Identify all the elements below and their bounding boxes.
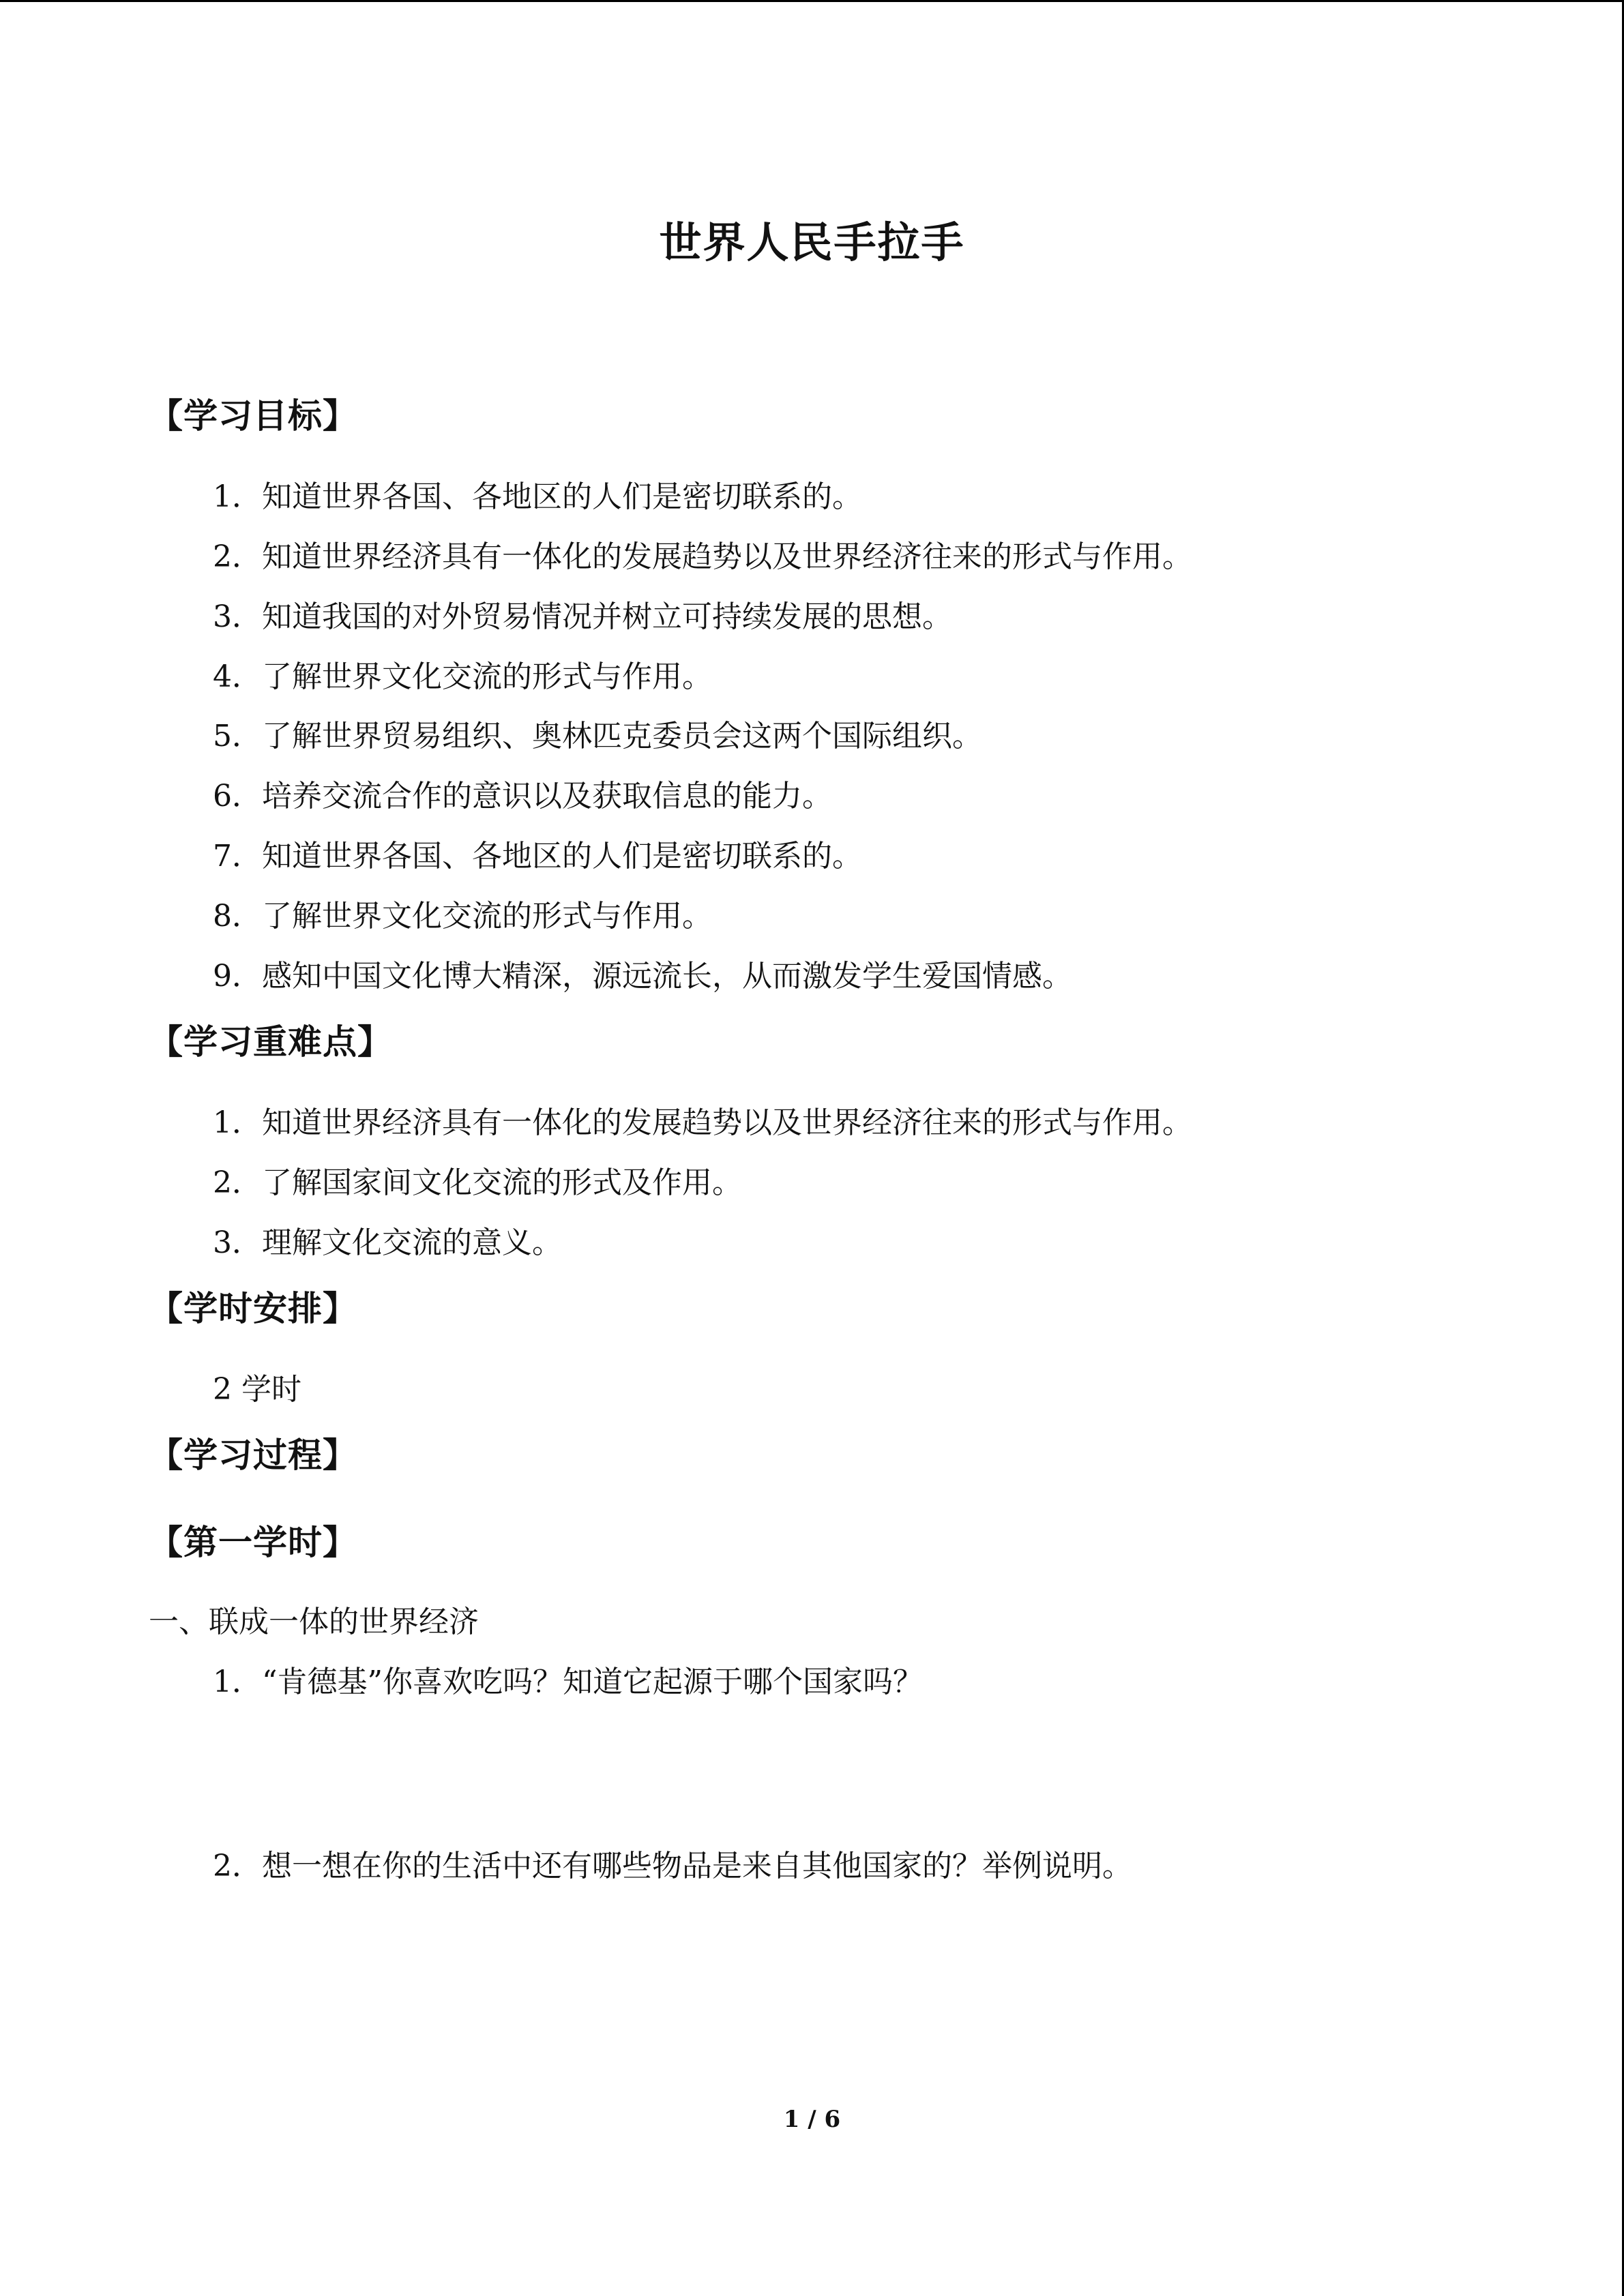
process-heading: 【学习过程】 [149,1435,357,1475]
objective-item: 7．知道世界各国、各地区的人们是密切联系的。 [213,839,862,874]
key-point-item: 2．了解国家间文化交流的形式及作用。 [213,1165,742,1200]
question-item: 2．想一想在你的生活中还有哪些物品是来自其他国家的？举例说明。 [213,1849,1132,1883]
objective-item: 9．感知中国文化博大精深，源远流长，从而激发学生爱国情感。 [213,959,1072,994]
schedule-heading: 【学时安排】 [149,1289,357,1328]
key-point-item: 1．知道世界经济具有一体化的发展趋势以及世界经济往来的形式与作用。 [213,1105,1192,1140]
objective-item: 2．知道世界经济具有一体化的发展趋势以及世界经济往来的形式与作用。 [213,539,1192,574]
objective-item: 4．了解世界文化交流的形式与作用。 [213,659,712,694]
objective-item: 1．知道世界各国、各地区的人们是密切联系的。 [213,479,862,514]
key-points-heading: 【学习重难点】 [149,1022,392,1062]
key-point-item: 3．理解文化交流的意义。 [213,1225,562,1260]
objective-item: 6．培养交流合作的意识以及获取信息的能力。 [213,779,832,814]
first-lesson-heading: 【第一学时】 [149,1523,357,1562]
question-item: 1．“肯德基”你喜欢吃吗？知道它起源于哪个国家吗？ [213,1665,923,1699]
page-number: 1 / 6 [783,2106,841,2133]
document-title: 世界人民手拉手 [659,218,965,267]
objective-item: 8．了解世界文化交流的形式与作用。 [213,899,712,934]
part-title: 一、联成一体的世界经济 [149,1605,479,1639]
objective-item: 5．了解世界贸易组织、奥林匹克委员会这两个国际组织。 [213,719,982,754]
objective-item: 3．知道我国的对外贸易情况并树立可持续发展的思想。 [213,599,952,634]
schedule-text: 2 学时 [213,1372,301,1407]
objectives-heading: 【学习目标】 [149,396,357,436]
